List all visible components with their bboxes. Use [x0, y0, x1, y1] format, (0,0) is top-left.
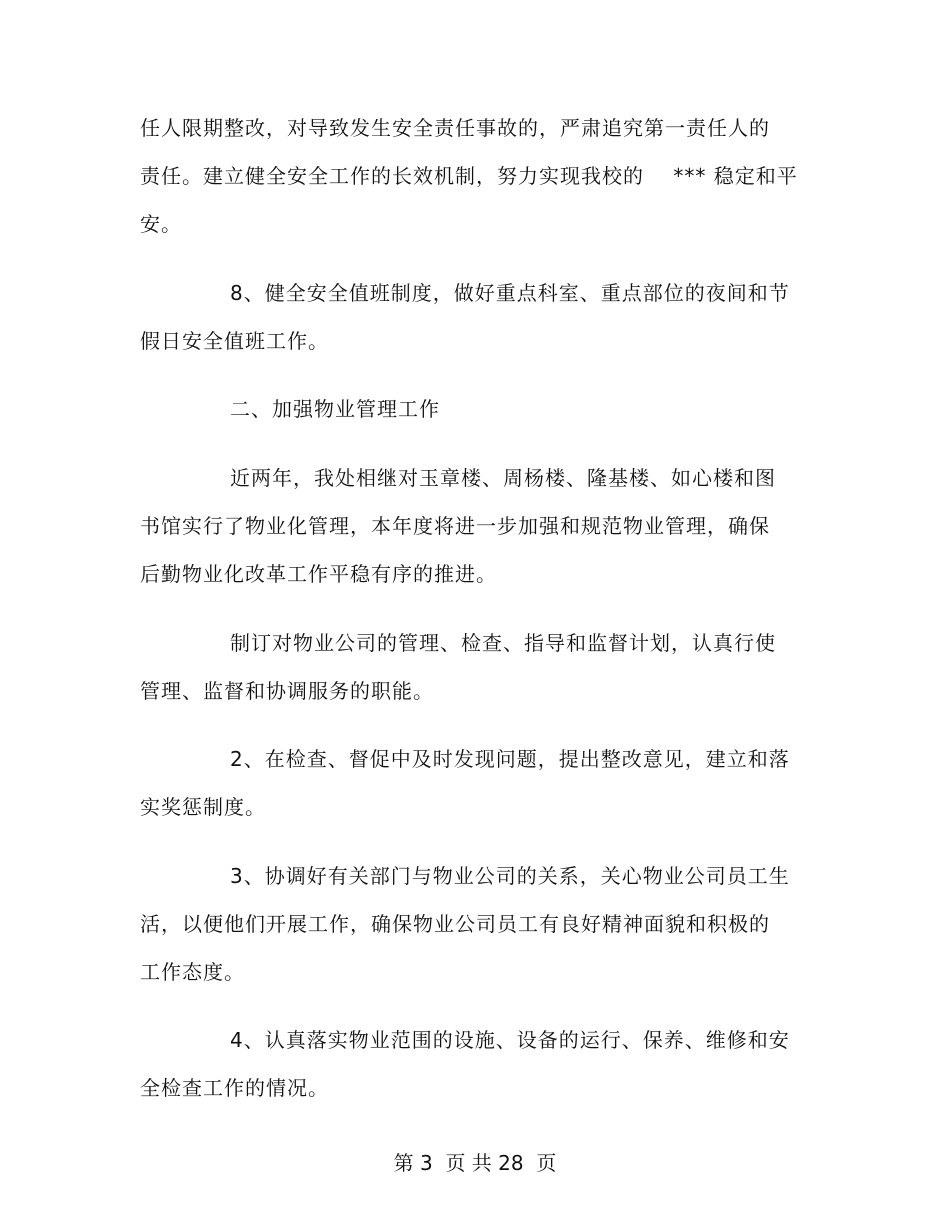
paragraph-line: 2、在检查、督促中及时发现问题，提出整改意见，建立和落 [230, 747, 790, 771]
paragraph-line: 实奖惩制度。 [140, 795, 266, 819]
paragraph-line: 制订对物业公司的管理、检查、指导和监督计划，认真行使 [230, 631, 776, 655]
paragraph-line: 责任。建立健全安全工作的长效机制，努力实现我校的 *** 稳定和平 [140, 164, 798, 188]
page-number-footer: 第 3 页 共 28 页 [393, 1151, 557, 1175]
section-heading: 二、加强物业管理工作 [230, 397, 440, 421]
paragraph-line: 4、认真落实物业范围的设施、设备的运行、保养、维修和安 [230, 1028, 790, 1052]
paragraph-line: 书馆实行了物业化管理，本年度将进一步加强和规范物业管理，确保 [140, 514, 770, 538]
paragraph-line: 近两年，我处相继对玉章楼、周杨楼、隆基楼、如心楼和图 [230, 466, 776, 490]
paragraph-line: 管理、监督和协调服务的职能。 [140, 679, 434, 703]
paragraph-line: 工作态度。 [140, 960, 245, 984]
paragraph-line: 活，以便他们开展工作，确保物业公司员工有良好精神面貌和积极的 [140, 912, 770, 936]
paragraph-line: 后勤物业化改革工作平稳有序的推进。 [140, 562, 497, 586]
paragraph-line: 安。 [140, 212, 182, 236]
paragraph-line: 假日安全值班工作。 [140, 329, 329, 353]
paragraph-line: 任人限期整改，对导致发生安全责任事故的，严肃追究第一责任人的 [140, 116, 770, 140]
paragraph-line: 8、健全安全值班制度，做好重点科室、重点部位的夜间和节 [230, 281, 790, 305]
paragraph-line: 3、协调好有关部门与物业公司的关系，关心物业公司员工生 [230, 864, 790, 888]
paragraph-line: 全检查工作的情况。 [140, 1076, 329, 1100]
